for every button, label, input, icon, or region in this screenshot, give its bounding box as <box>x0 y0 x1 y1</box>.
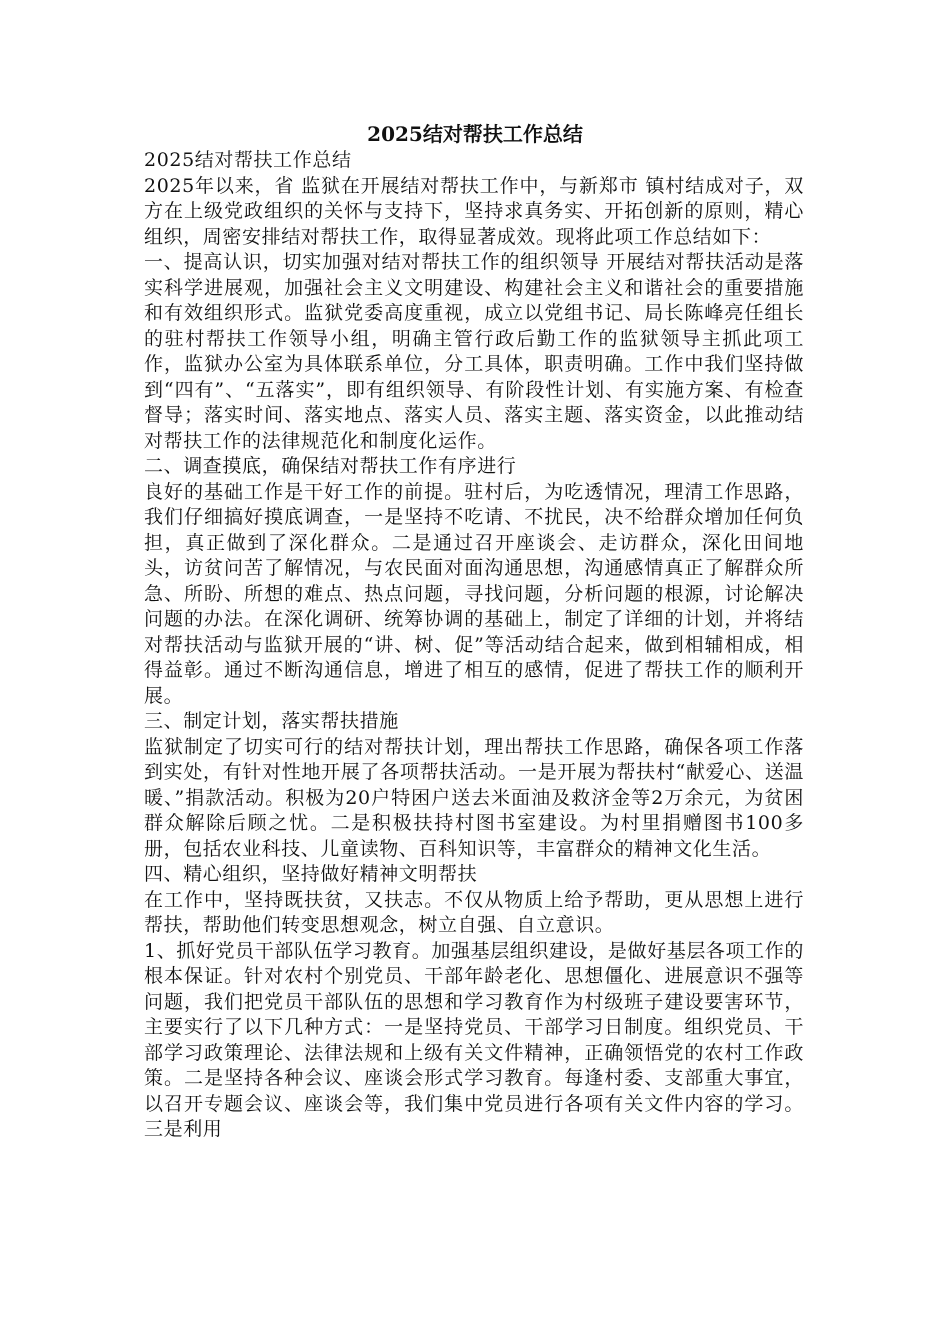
document-title: 2025结对帮扶工作总结 <box>367 122 583 146</box>
paragraph-section-1: 一、提高认识，切实加强对结对帮扶工作的组织领导 开展结对帮扶活动是落实科学进展观，加强社会主义文明建设、构建社会主义和谐社会的重要措施和有效组织形式。监狱党委高度重视，成立以党组书记、局长陈峰亮任组长的驻村帮扶工作领导小组，明确主管行政后勤工作的监狱领导主抓此项工作，监狱办公室为具体联系单位，分工具体，职责明确。工作中我们坚持做到“四有”、“五落实”，即有组织领导、有阶段性计划、有实施方案、有检查督导；落实时间、落实地点、落实人员、落实主题、落实资金，以此推动结对帮扶工作的法律规范化和制度化运作。 <box>144 251 804 452</box>
paragraph-item-1: 1、抓好党员干部队伍学习教育。加强基层组织建设，是做好基层各项工作的根本保证。针对农村个别党员、干部年龄老化、思想僵化、进展意识不强等问题，我们把党员干部队伍的思想和学习教育作为村级班子建设要害环节，主要实行了以下几种方式：一是坚持党员、干部学习日制度。组织党员、干部学习政策理论、法律法规和上级有关文件精神，正确领悟党的农村工作政策。二是坚持各种会议、座谈会形式学习教育。每逢村委、支部重大事宜，以召开专题会议、座谈会等，我们集中党员进行各项有关文件内容的学习。三是利用 <box>144 939 804 1140</box>
paragraph-section-3: 监狱制定了切实可行的结对帮扶计划，理出帮扶工作思路，确保各项工作落到实处，有针对性地开展了各项帮扶活动。一是开展为帮扶村“献爱心、送温暖、”捐款活动。积极为20户特困户送去米面油及救济金等2万余元，为贫困群众解除后顾之忧。二是积极扶持村图书室建设。为村里捐赠图书100多册，包括农业科技、儿童读物、百科知识等，丰富群众的精神文化生活。 <box>144 735 804 860</box>
paragraph-section-4: 在工作中，坚持既扶贫，又扶志。不仅从物质上给予帮助，更从思想上进行帮扶，帮助他们转变思想观念，树立自强、自立意识。 <box>144 888 804 936</box>
paragraph-section-2: 良好的基础工作是干好工作的前提。驻村后，为吃透情况，理清工作思路，我们仔细搞好摸底调查，一是坚持不吃请、不扰民，决不给群众增加任何负担，真正做到了深化群众。二是通过召开座谈会、走访群众，深化田间地头，访贫问苦了解情况，与农民面对面沟通思想，沟通感情真正了解群众所急、所盼、所想的难点、热点问题，寻找问题，分析问题的根源，讨论解决问题的办法。在深化调研、统筹协调的基础上，制定了详细的计划，并将结对帮扶活动与监狱开展的“讲、树、促”等活动结合起来，做到相辅相成，相得益彰。通过不断沟通信息，增进了相互的感情，促进了帮扶工作的顺利开展。 <box>144 480 804 707</box>
heading-section-4: 四、精心组织，坚持做好精神文明帮扶 <box>144 863 478 885</box>
paragraph-subtitle: 2025结对帮扶工作总结 <box>144 149 352 171</box>
heading-section-3: 三、制定计划，落实帮扶措施 <box>144 710 399 732</box>
heading-section-2: 二、调查摸底，确保结对帮扶工作有序进行 <box>144 455 517 477</box>
paragraph-intro: 2025年以来，省 监狱在开展结对帮扶工作中，与新郑市 镇村结成对子，双方在上级党政组织的关怀与支持下，坚持求真务实、开拓创新的原则，精心组织，周密安排结对帮扶工作，取得显著成效。现将此项工作总结如下： <box>144 174 804 248</box>
document-body <box>144 148 804 1143</box>
